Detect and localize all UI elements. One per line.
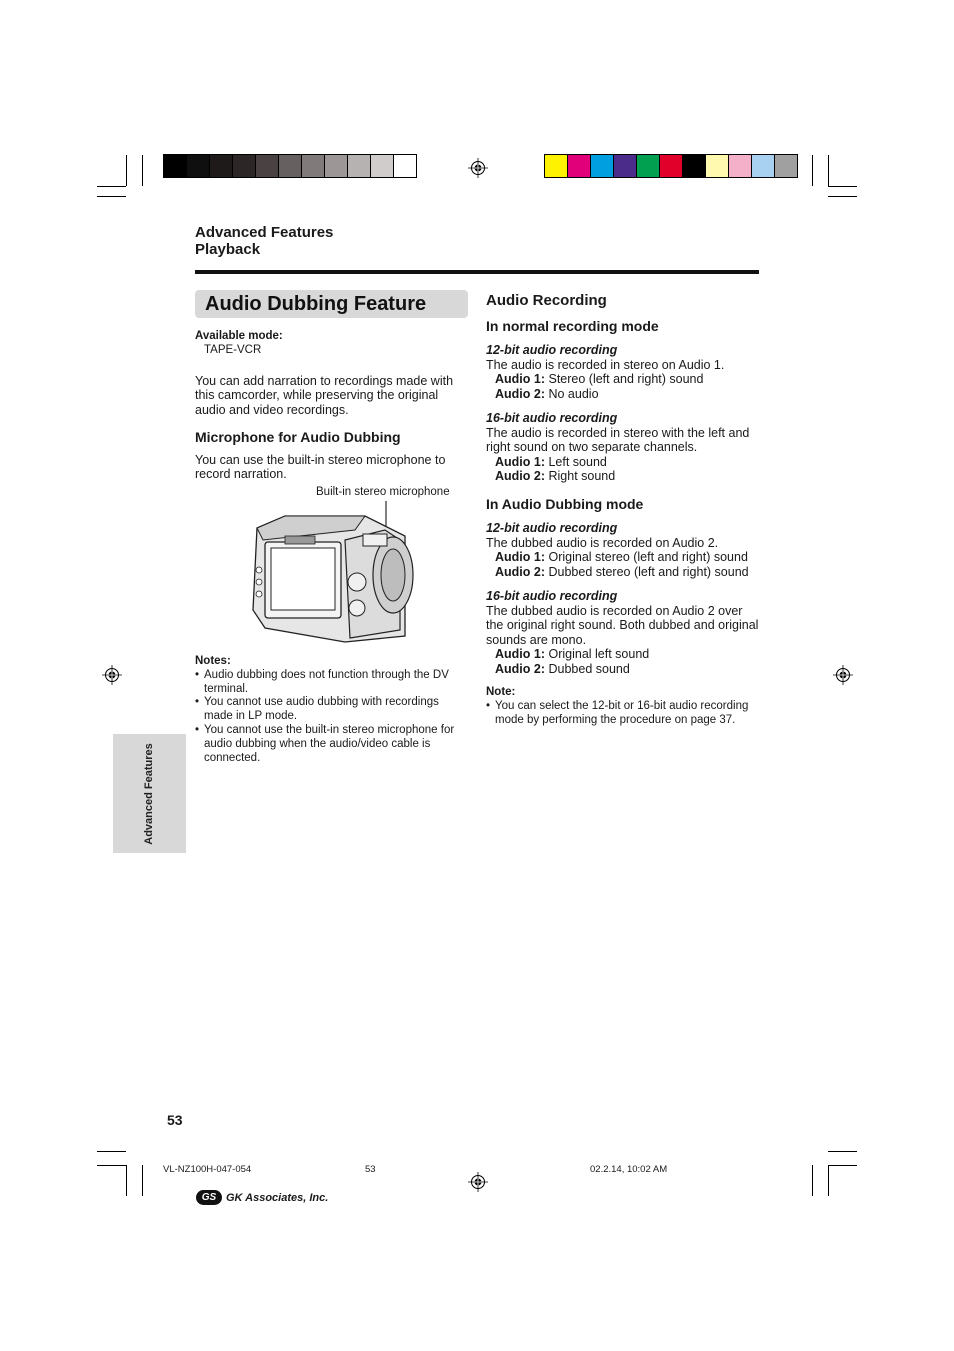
crop-mark bbox=[828, 1151, 857, 1152]
audio-block-label: 12-bit audio recording bbox=[486, 343, 618, 357]
audio-block-text: The audio is recorded in stereo with the left and right sound on two separate channels. bbox=[486, 425, 750, 454]
page-title: Audio Dubbing Feature bbox=[205, 293, 427, 315]
crop-mark bbox=[97, 1151, 126, 1152]
grayscale-swatch bbox=[348, 155, 371, 177]
audio-block bbox=[486, 411, 761, 484]
footer-code: VL-NZ100H-047-054 bbox=[163, 1164, 252, 1175]
publisher-name: GK Associates, Inc. bbox=[226, 1191, 329, 1204]
audio2-value: Dubbed sound bbox=[548, 661, 630, 676]
notes-list bbox=[195, 669, 470, 766]
publisher-logo bbox=[196, 1190, 328, 1205]
color-swatch bbox=[752, 155, 775, 177]
note-item: • Audio dubbing does not function through the DV terminal. bbox=[195, 669, 470, 697]
audio2-line bbox=[486, 662, 761, 677]
crop-mark bbox=[828, 1165, 829, 1196]
crop-mark bbox=[142, 155, 143, 186]
audio-block-text: The audio is recorded in stereo on Audio 1. bbox=[486, 357, 725, 372]
registration-mark-icon bbox=[468, 158, 488, 178]
crop-mark bbox=[142, 1165, 143, 1196]
audio1-value: Original stereo (left and right) sound bbox=[548, 550, 748, 564]
note-heading: Note: bbox=[486, 686, 516, 698]
audio2-value: Right sound bbox=[548, 469, 616, 483]
running-header bbox=[195, 224, 333, 258]
header-subsection: Playback bbox=[195, 241, 261, 258]
color-swatch bbox=[706, 155, 729, 177]
figure-label: Built-in stereo microphone bbox=[316, 486, 450, 498]
camcorder-illustration bbox=[245, 500, 420, 645]
grayscale-swatch bbox=[325, 155, 348, 177]
audio2-value: Dubbed stereo (left and right) sound bbox=[548, 564, 749, 579]
color-calibration-bar bbox=[544, 154, 798, 178]
grayscale-swatch bbox=[210, 155, 233, 177]
note-item: • You can select the 12-bit or 16-bit audio recording mode by performing the procedure on page 37. bbox=[486, 700, 761, 728]
header-section: Advanced Features bbox=[195, 224, 334, 241]
gs-logo-icon: GS bbox=[196, 1190, 222, 1205]
grayscale-swatch bbox=[279, 155, 302, 177]
color-swatch bbox=[775, 155, 797, 177]
audio-block-text: The dubbed audio is recorded on Audio 2 over the original right sound. Both dubbed and original sounds are mono. bbox=[486, 603, 759, 647]
crop-mark bbox=[812, 155, 813, 186]
left-column bbox=[195, 330, 470, 482]
registration-mark-icon bbox=[833, 665, 853, 685]
color-swatch bbox=[568, 155, 591, 177]
audio1-value: Original left sound bbox=[548, 647, 650, 661]
audio-block-label: 12-bit audio recording bbox=[486, 521, 618, 535]
grayscale-swatch bbox=[371, 155, 394, 177]
audio1-label: Audio 1: bbox=[495, 454, 545, 469]
audio1-line bbox=[486, 455, 761, 470]
audio-block-label: 16-bit audio recording bbox=[486, 411, 618, 425]
crop-mark bbox=[812, 1165, 813, 1196]
crop-mark bbox=[828, 155, 829, 186]
grayscale-swatch bbox=[187, 155, 210, 177]
crop-mark bbox=[126, 1165, 127, 1196]
color-swatch bbox=[683, 155, 706, 177]
audio-block-label: 16-bit audio recording bbox=[486, 589, 618, 603]
audio2-label: Audio 2: bbox=[495, 386, 545, 401]
audio1-label: Audio 1: bbox=[495, 647, 545, 661]
mic-text: You can use the built-in stereo microphone to record narration. bbox=[195, 452, 446, 482]
registration-mark-icon bbox=[102, 665, 122, 685]
audio-block bbox=[486, 589, 761, 676]
audio2-value: No audio bbox=[548, 386, 599, 401]
mic-heading: Microphone for Audio Dubbing bbox=[195, 429, 401, 446]
audio1-label: Audio 1: bbox=[495, 550, 545, 564]
registration-mark-icon bbox=[468, 1172, 488, 1192]
crop-mark bbox=[126, 155, 127, 186]
audio1-value: Left sound bbox=[548, 454, 607, 469]
page-number: 53 bbox=[167, 1112, 183, 1128]
available-mode-value: TAPE-VCR bbox=[204, 343, 262, 356]
crop-mark bbox=[828, 196, 857, 197]
crop-mark bbox=[828, 1165, 857, 1166]
grayscale-calibration-bar bbox=[163, 154, 417, 178]
crop-mark bbox=[828, 186, 857, 187]
footer-page: 53 bbox=[365, 1164, 376, 1175]
notes-section bbox=[195, 655, 470, 765]
audio2-label: Audio 2: bbox=[495, 564, 545, 579]
crop-mark bbox=[97, 1165, 126, 1166]
color-swatch bbox=[660, 155, 683, 177]
audio-block-text: The dubbed audio is recorded on Audio 2. bbox=[486, 535, 719, 550]
crop-mark bbox=[97, 186, 126, 187]
available-mode-label: Available mode: bbox=[195, 330, 283, 342]
audio-block bbox=[486, 521, 761, 579]
audio1-label: Audio 1: bbox=[495, 372, 545, 386]
color-swatch bbox=[729, 155, 752, 177]
side-tab bbox=[113, 734, 186, 853]
dubbing-mode-heading: In Audio Dubbing mode bbox=[486, 495, 644, 512]
intro-text: You can add narration to recordings made with this camcorder, while preserving the original audio and video recordings. bbox=[195, 373, 454, 417]
page-title-box bbox=[195, 290, 468, 318]
crop-mark bbox=[97, 196, 126, 197]
normal-mode-heading: In normal recording mode bbox=[486, 317, 659, 334]
audio1-value: Stereo (left and right) sound bbox=[548, 372, 704, 386]
audio2-line bbox=[486, 387, 761, 402]
grayscale-swatch bbox=[164, 155, 187, 177]
grayscale-swatch bbox=[302, 155, 325, 177]
color-swatch bbox=[637, 155, 660, 177]
note-list bbox=[486, 700, 761, 728]
header-rule bbox=[195, 270, 759, 274]
grayscale-swatch bbox=[394, 155, 416, 177]
color-swatch bbox=[591, 155, 614, 177]
audio2-line bbox=[486, 565, 761, 580]
note-item: • You cannot use the built-in stereo microphone for audio dubbing when the audio/video cable is connected. bbox=[195, 724, 470, 765]
side-tab-label: Advanced Features bbox=[143, 743, 155, 845]
right-column bbox=[486, 294, 761, 727]
audio1-line bbox=[486, 372, 761, 387]
footer-date: 02.2.14, 10:02 AM bbox=[590, 1164, 668, 1175]
audio-block bbox=[486, 343, 761, 401]
grayscale-swatch bbox=[233, 155, 256, 177]
audio2-label: Audio 2: bbox=[495, 469, 545, 483]
notes-heading: Notes: bbox=[195, 655, 231, 667]
audio1-line bbox=[486, 550, 761, 565]
audio2-line bbox=[486, 469, 761, 484]
color-swatch bbox=[545, 155, 568, 177]
audio-recording-heading: Audio Recording bbox=[486, 292, 607, 309]
grayscale-swatch bbox=[256, 155, 279, 177]
color-swatch bbox=[614, 155, 637, 177]
note-section bbox=[486, 686, 761, 727]
note-item: • You cannot use audio dubbing with recordings made in LP mode. bbox=[195, 696, 470, 724]
audio2-label: Audio 2: bbox=[495, 661, 545, 676]
audio1-line bbox=[486, 647, 761, 662]
